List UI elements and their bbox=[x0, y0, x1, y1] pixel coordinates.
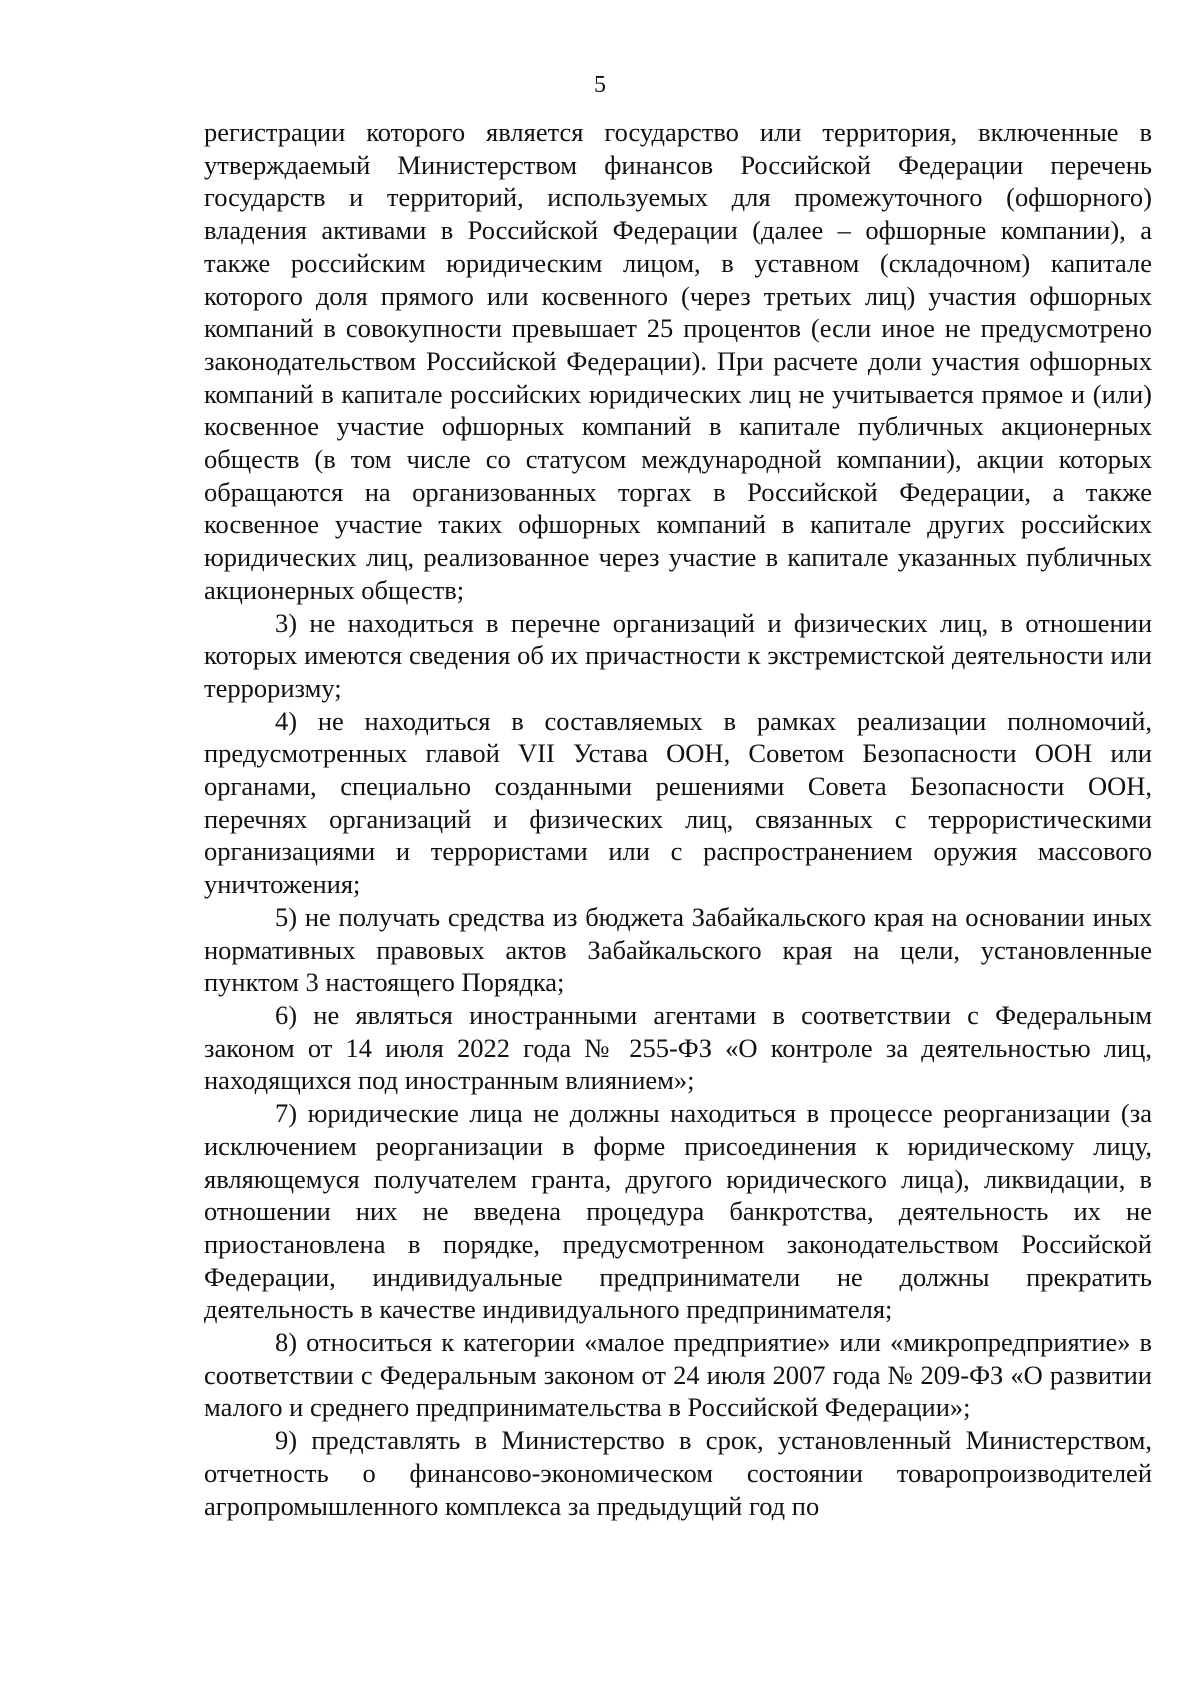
paragraph-item-3: 3) не находиться в перечне организаций и физических лиц, в отношении которых имеются сведения об их причастности к экстремистской деятельности или терроризму; bbox=[204, 607, 1152, 703]
paragraph-item-5: 5) не получать средства из бюджета Забайкальского края на основании иных нормативных правовых актов Забайкальского края на цели, установленные пунктом 3 настоящего Порядка; bbox=[204, 901, 1152, 998]
page-number: 5 bbox=[594, 72, 606, 98]
paragraph-item-6: 6) не являться иностранными агентами в соответствии с Федеральным законом от 14 июля 2022 года № 255-ФЗ «О контроле за деятельностью лиц, находящихся под иностранным влиянием»; bbox=[204, 999, 1152, 1096]
paragraph-continuation: регистрации которого является государство или территория, включенные в утверждаемый Министерством финансов Российской Федерации перечень государств и территорий, используемых для промежуточного (офшорного) владения активами в Российской Федерации (далее – офшорные компании), а также российским юридическим лицом, в уставном (складочном) капитале которого доля прямого или косвенного (через третьих лиц) участия офшорных компаний в совокупности превышает 25 процентов (если иное не предусмотрено законодательством Российской Федерации). При расчете доли участия офшорных компаний в капитале российских юридических лиц не учитывается прямое и (или) косвенное участие офшорных компаний в капитале публичных акционерных обществ (в том числе со статусом международной компании), акции которых обращаются на организованных торгах в Российской Федерации, а также косвенное участие таких офшорных компаний в капитале других российских юридических лиц, реализованное через участие в капитале указанных публичных акционерных обществ; bbox=[204, 117, 1152, 605]
paragraph-item-4: 4) не находиться в составляемых в рамках реализации полномочий, предусмотренных главой VII Устава ООН, Советом Безопасности ООН или органами, специально созданными решениями Совета Безопасности ООН, перечнях организаций и физических лиц, связанных с террористическими организациями и террористами или с распространением оружия массового уничтожения; bbox=[204, 705, 1152, 900]
paragraph-item-7: 7) юридические лица не должны находиться в процессе реорганизации (за исключением реорганизации в форме присоединения к юридическому лицу, являющемуся получателем гранта, другого юридического лица), ликвидации, в отношении них не введена процедура банкротства, деятельность их не приостановлена в порядке, предусмотренном законодательством Российской Федерации, индивидуальные предприниматели не должны прекратить деятельность в качестве индивидуального предпринимателя; bbox=[204, 1098, 1152, 1325]
document-body bbox=[204, 116, 1152, 1522]
paragraph-item-9: 9) представлять в Министерство в срок, установленный Министерством, отчетность о финансово-экономическом состоянии товаропроизводителей агропромышленного комплекса за предыдущий год по bbox=[204, 1425, 1152, 1521]
paragraph-item-8: 8) относиться к категории «малое предприятие» или «микропредприятие» в соответствии с Федеральным законом от 24 июля 2007 года № 209-ФЗ «О развитии малого и среднего предпринимательства в Российской Федерации»; bbox=[204, 1327, 1152, 1423]
